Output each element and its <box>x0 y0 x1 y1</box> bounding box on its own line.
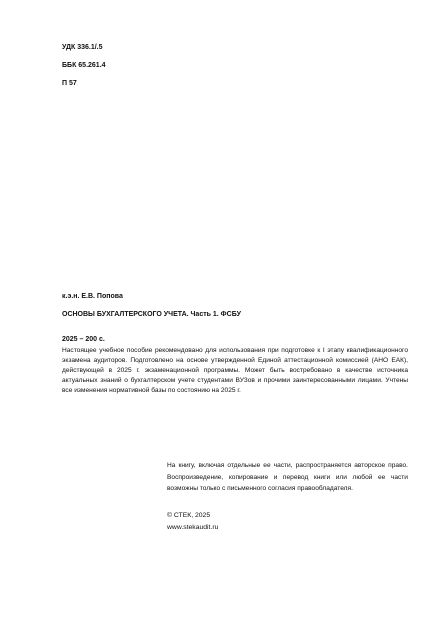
website-link[interactable]: www.stekaudit.ru <box>167 524 219 531</box>
author-mark: П 57 <box>62 80 77 87</box>
copyright-line: © СТЕК, 2025 <box>167 512 211 519</box>
publication-year-pages: 2025 – 200 с. <box>62 336 105 343</box>
udk-code: УДК 336.1/.5 <box>62 44 103 51</box>
bbk-code: ББК 65.261.4 <box>62 62 106 69</box>
author-name: к.э.н. Е.В. Попова <box>62 293 123 300</box>
abstract-paragraph: Настоящее учебное пособие рекомендовано для использования при подготовке к I этапу квалификационного экзамена аудиторов. Подготовлено на основе утвержденной Единой аттестационной комиссией (АНО ЕАК), действующей в 2025 г. экзаменационной программы. Может быть востребовано в качестве источника актуальных знаний о бухгалтерском учете студентами ВУЗов и прочими заинтересованными лицами. Учтены все изменения нормативной базы по состоянию на 2025 г. <box>62 347 408 394</box>
book-title: ОСНОВЫ БУХГАЛТЕРСКОГО УЧЕТА. Часть 1. ФСБУ <box>62 311 241 318</box>
copyright-notice: На книгу, включая отдельные ее части, распространяется авторское право. Воспроизведение, копирование и перевод книги или любой ее части возможны только с письменного согласия правообладателя. <box>167 462 408 492</box>
